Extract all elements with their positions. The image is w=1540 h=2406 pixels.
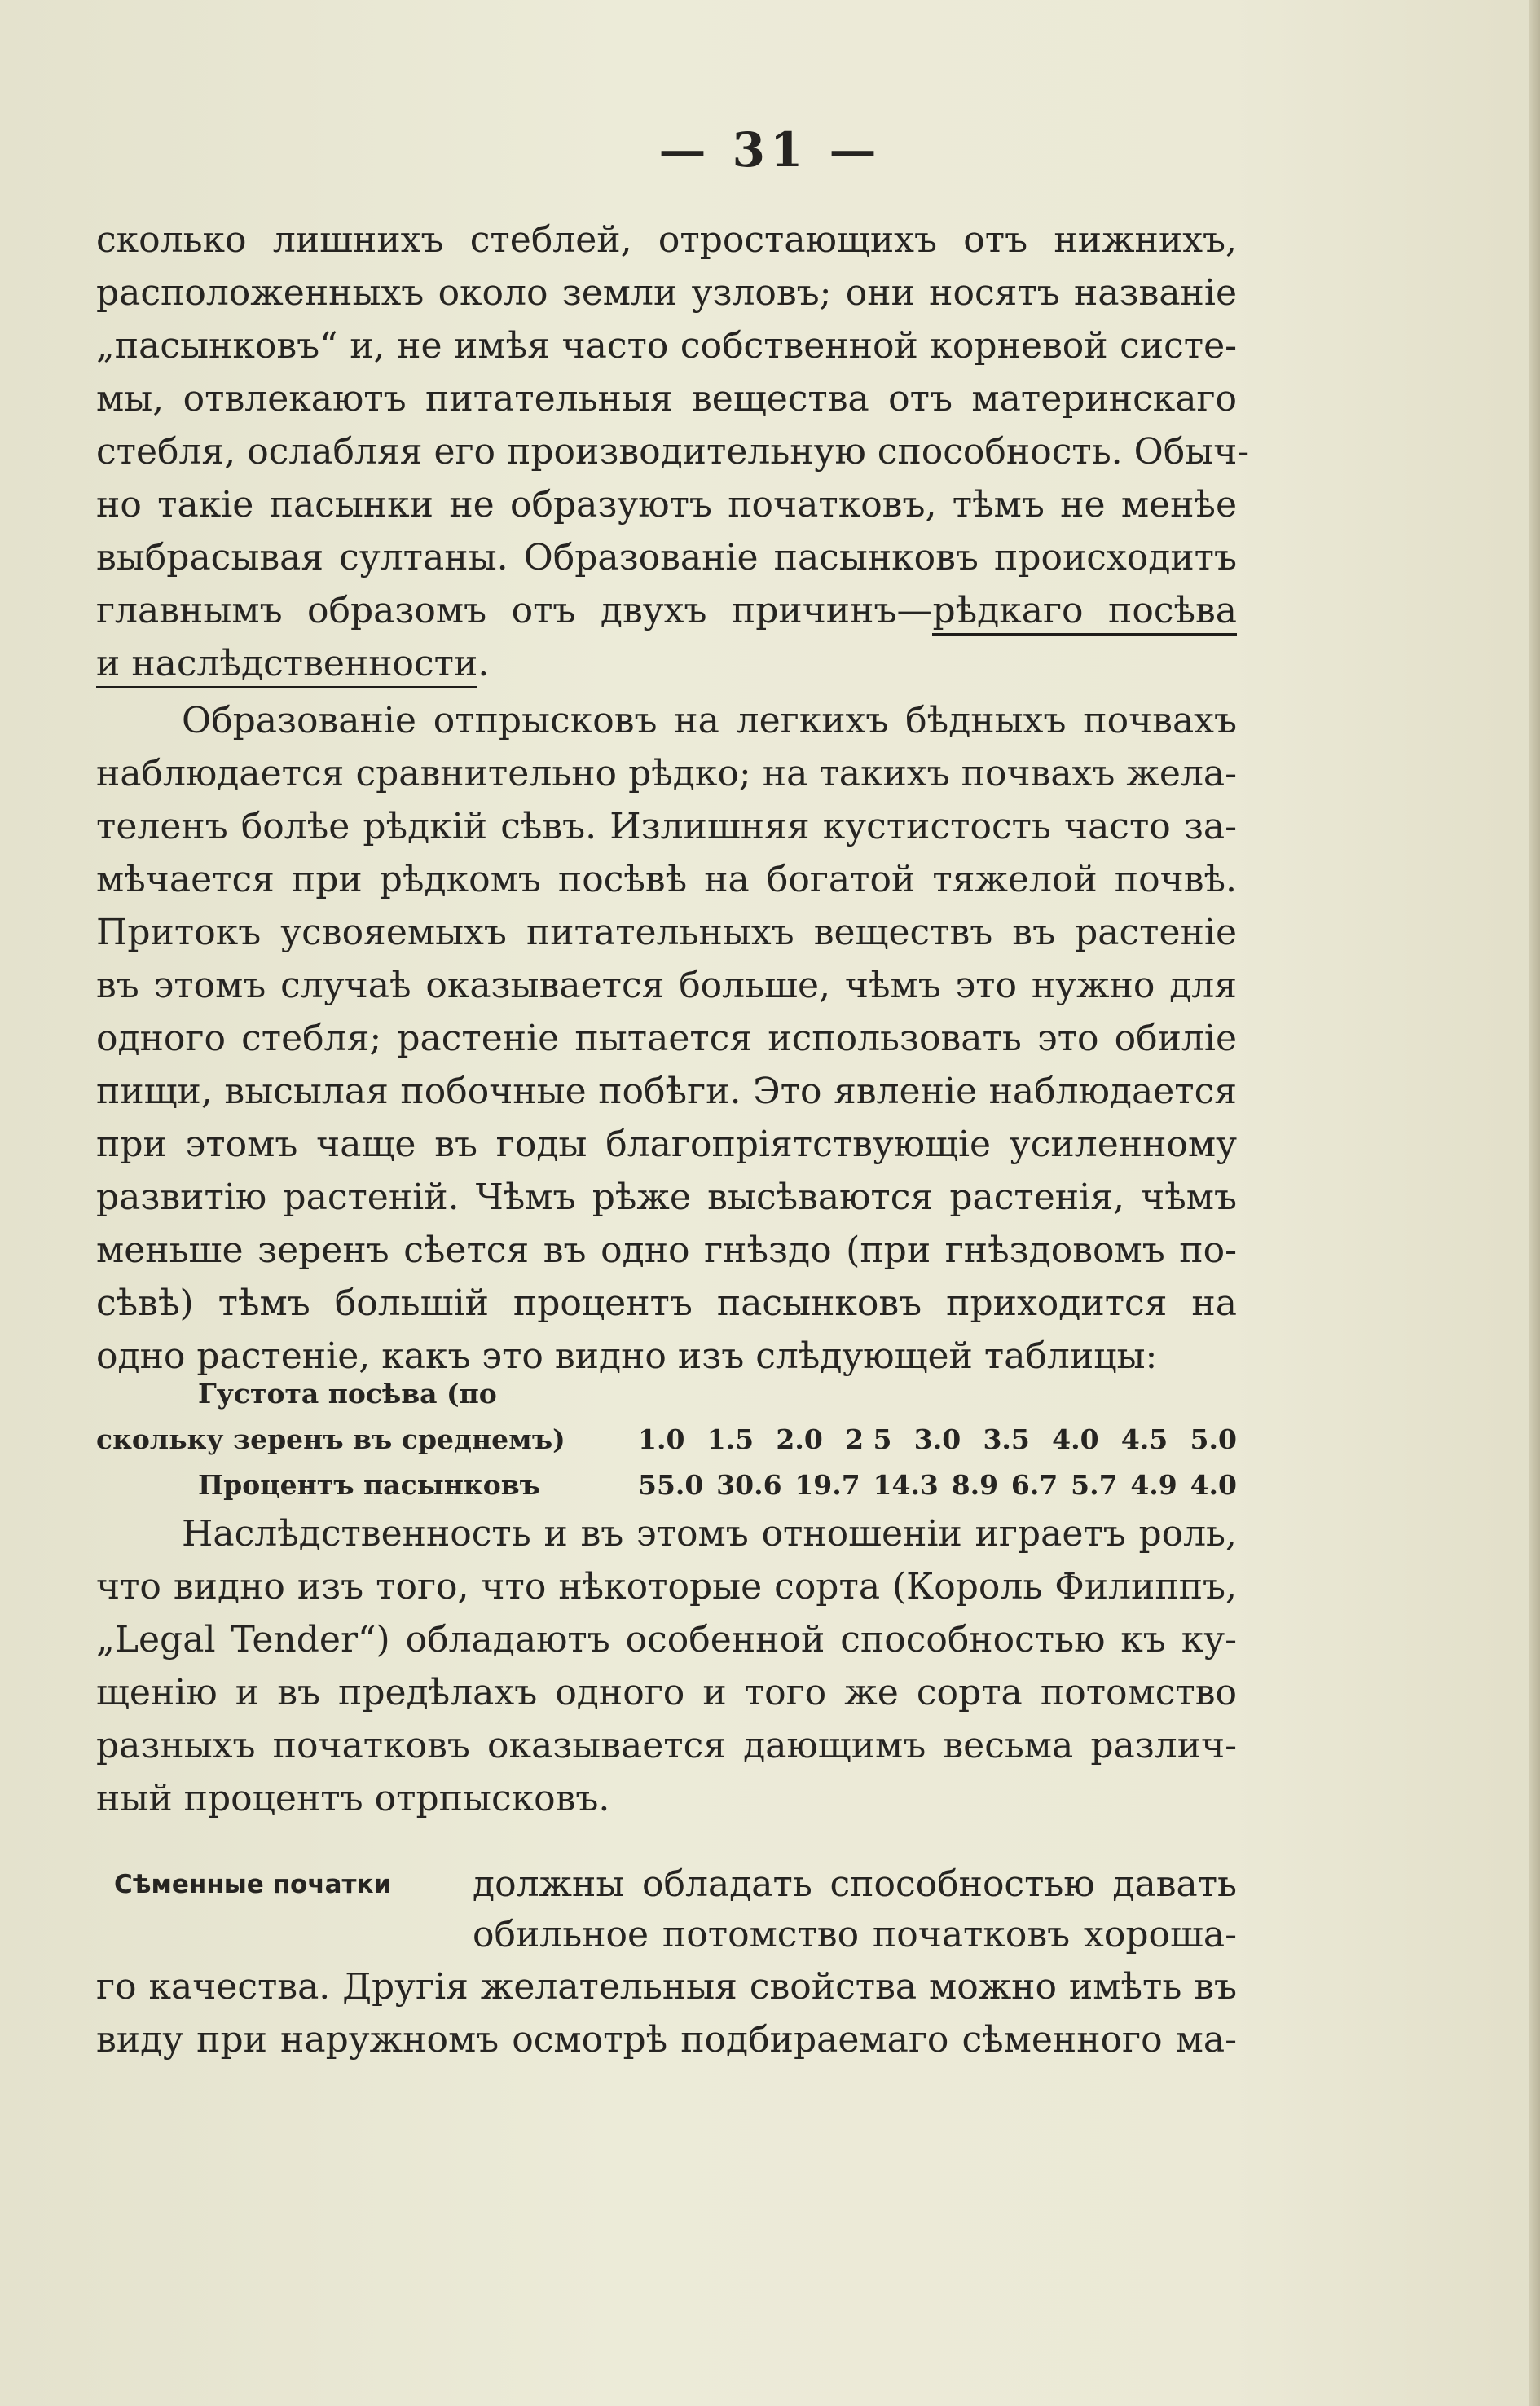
table-cell: 4.5 bbox=[1120, 1423, 1168, 1455]
text-line: выбрасывая султаны. Образованіе пасынковъ происходитъ bbox=[96, 537, 1237, 578]
underlined-text: и наслѣдственности bbox=[96, 643, 477, 688]
table-cell: 2 5 bbox=[845, 1423, 892, 1455]
table-cell: 55.0 bbox=[638, 1469, 704, 1501]
table-row bbox=[96, 1371, 1237, 1417]
text-line: „Legal Tender“) обладаютъ особенной способностью къ ку- bbox=[96, 1619, 1237, 1660]
table-cell: 1.5 bbox=[706, 1423, 755, 1455]
text-line: щенію и въ предѣлахъ одного и того же сорта потомство bbox=[96, 1672, 1237, 1713]
text-line: виду при наружномъ осмотрѣ подбираемаго сѣменного ма- bbox=[96, 2019, 1237, 2061]
page-number: — 31 — bbox=[658, 122, 882, 178]
text-line bbox=[96, 584, 1237, 637]
text-fragment: главнымъ образомъ отъ двухъ причинъ— bbox=[96, 590, 933, 631]
text-line: должны обладать способностью давать bbox=[473, 1863, 1237, 1905]
text-fragment: . bbox=[477, 643, 490, 684]
text-line: го качества. Другія желательныя свойства можно имѣть въ bbox=[96, 1966, 1237, 2008]
text-line: обильное потомство початковъ хороша- bbox=[473, 1914, 1237, 1955]
text-line: одно растеніе, какъ это видно изъ слѣдующей таблицы: bbox=[96, 1335, 1158, 1377]
text-line: что видно изъ того, что нѣкоторые сорта (Король Филиппъ, bbox=[96, 1566, 1237, 1608]
text-line: „пасынковъ“ и, не имѣя часто собственной корневой систе- bbox=[96, 325, 1237, 367]
table-cell: 30.6 bbox=[716, 1469, 782, 1501]
paragraph-2 bbox=[96, 694, 1237, 1383]
text-line: сколько лишнихъ стеблей, отростающихъ отъ нижнихъ, bbox=[96, 219, 1237, 261]
table-cell: 5.7 bbox=[1071, 1469, 1118, 1501]
text-line: развитію растеній. Чѣмъ рѣже высѣваются растенія, чѣмъ bbox=[96, 1177, 1237, 1218]
table-values bbox=[614, 1417, 1237, 1463]
table-cell: 8.9 bbox=[951, 1469, 999, 1501]
text-line: одного стебля; растеніе пытается использовать это обиліе bbox=[96, 1018, 1237, 1059]
page-edge bbox=[1529, 0, 1540, 2406]
table-values bbox=[614, 1463, 1237, 1508]
table-row-label: скольку зеренъ въ среднемъ) bbox=[96, 1423, 565, 1455]
text-line: но такіе пасынки не образуютъ початковъ, тѣмъ не менѣе bbox=[96, 484, 1237, 526]
text-line: наблюдается сравнительно рѣдко; на такихъ почвахъ жела- bbox=[96, 753, 1237, 794]
table-row bbox=[96, 1417, 1237, 1463]
text-line: ный процентъ отрпысковъ. bbox=[96, 1778, 610, 1819]
underlined-text: рѣдкаго посѣва bbox=[932, 590, 1237, 636]
text-line: мы, отвлекаютъ питательныя вещества отъ материнскаго bbox=[96, 378, 1237, 420]
table-cell: 2.0 bbox=[776, 1423, 823, 1455]
table-cell: 4.0 bbox=[1190, 1469, 1237, 1501]
text-line: разныхъ початковъ оказывается дающимъ весьма различ- bbox=[96, 1725, 1237, 1766]
table-cell: 4.0 bbox=[1052, 1423, 1099, 1455]
paragraph-3 bbox=[96, 1507, 1237, 1825]
text-line: мѣчается при рѣдкомъ посѣвѣ на богатой тяжелой почвѣ. bbox=[96, 859, 1237, 900]
table-row-label: Густота посѣва (по bbox=[198, 1378, 497, 1410]
paragraph-1 bbox=[96, 213, 1250, 690]
text-line: Притокъ усвояемыхъ питательныхъ веществъ въ растеніе bbox=[96, 912, 1237, 953]
table-cell: 3.5 bbox=[983, 1423, 1030, 1455]
table-row-label: Процентъ пасынковъ bbox=[198, 1469, 540, 1501]
table-cell: 5.0 bbox=[1190, 1423, 1237, 1455]
margin-heading: Сѣменные початки bbox=[114, 1870, 392, 1899]
table-cell: 3.0 bbox=[913, 1423, 961, 1455]
text-line: стебля, ослабляя его производительную способность. Обыч- bbox=[96, 431, 1250, 473]
text-line: Наслѣдственность и въ этомъ отношеніи играетъ роль, bbox=[182, 1513, 1237, 1555]
table-cell: 14.3 bbox=[873, 1469, 939, 1501]
text-line: въ этомъ случаѣ оказывается больше, чѣмъ это нужно для bbox=[96, 965, 1237, 1006]
text-line: Образованіе отпрысковъ на легкихъ бѣдныхъ почвахъ bbox=[182, 700, 1237, 741]
text-line: меньше зеренъ сѣется въ одно гнѣздо (при гнѣздовомъ по- bbox=[96, 1229, 1237, 1271]
table-cell: 1.0 bbox=[638, 1423, 685, 1455]
text-line: сѣвѣ) тѣмъ большій процентъ пасынковъ приходится на bbox=[96, 1282, 1237, 1324]
table-row bbox=[96, 1463, 1237, 1508]
table-cell: 6.7 bbox=[1010, 1469, 1058, 1501]
text-line: при этомъ чаще въ годы благопріятствующіе усиленному bbox=[96, 1124, 1237, 1165]
density-table bbox=[96, 1371, 1237, 1508]
text-line: расположенныхъ около земли узловъ; они носятъ названіе bbox=[96, 272, 1237, 314]
text-line bbox=[96, 637, 1237, 690]
table-cell: 19.7 bbox=[794, 1469, 860, 1501]
table-cell: 4.9 bbox=[1130, 1469, 1177, 1501]
text-line: теленъ болѣе рѣдкій сѣвъ. Излишняя кустистость часто за- bbox=[96, 806, 1237, 847]
paragraph-4 bbox=[96, 1960, 1237, 2066]
text-line: пищи, высылая побочные побѣги. Это явленіе наблюдается bbox=[96, 1071, 1237, 1112]
